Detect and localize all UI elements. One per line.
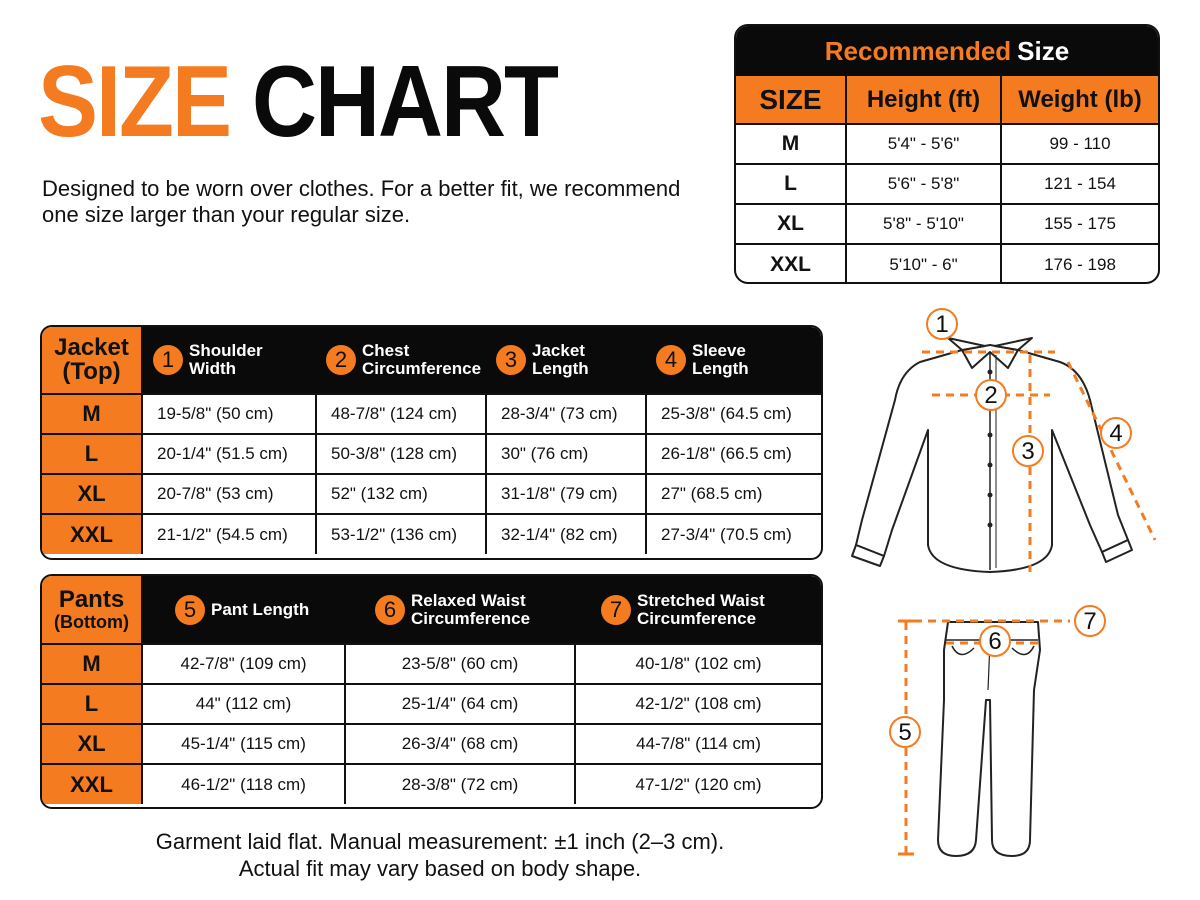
title-word-chart: CHART xyxy=(252,46,558,159)
recommended-title-rest: Size xyxy=(1017,35,1070,66)
title-word-size: SIZE xyxy=(38,46,231,159)
value-cell: 26-3/4" (68 cm) xyxy=(345,724,575,764)
column-label: Width xyxy=(189,359,237,378)
column-label: Length xyxy=(692,359,749,378)
size-cell: M xyxy=(736,124,846,164)
column-label: Pant Length xyxy=(211,599,310,619)
marker-4 xyxy=(1101,418,1131,448)
value-cell: 23-5/8" (60 cm) xyxy=(345,644,575,684)
column-header: Height (ft) xyxy=(846,76,1001,124)
size-cell: M xyxy=(42,394,142,434)
value-cell: 26-1/8" (66.5 cm) xyxy=(646,434,821,474)
number-badge: 1 xyxy=(153,345,183,375)
value-cell: 30" (76 cm) xyxy=(486,434,646,474)
size-cell: M xyxy=(42,644,142,684)
size-cell: XXL xyxy=(42,514,142,554)
value-cell: 19-5/8" (50 cm) xyxy=(142,394,316,434)
weight-cell: 121 - 154 xyxy=(1001,164,1158,204)
value-cell: 44" (112 cm) xyxy=(142,684,345,724)
value-cell: 20-7/8" (53 cm) xyxy=(142,474,316,514)
weight-cell: 99 - 110 xyxy=(1001,124,1158,164)
value-cell: 42-7/8" (109 cm) xyxy=(142,644,345,684)
corner-line2: (Bottom) xyxy=(54,611,129,632)
marker-3 xyxy=(1013,436,1043,466)
marker-label: 5 xyxy=(898,719,912,746)
corner-line1: Pants xyxy=(58,585,125,613)
marker-label: 4 xyxy=(1109,420,1123,447)
column-label: Circumference xyxy=(637,608,757,628)
value-cell: 52" (132 cm) xyxy=(316,474,486,514)
height-cell: 5'10" - 6" xyxy=(846,244,1001,284)
size-cell: XXL xyxy=(736,244,846,284)
value-cell: 20-1/4" (51.5 cm) xyxy=(142,434,316,474)
value-cell: 32-1/4" (82 cm) xyxy=(486,514,646,554)
number-badge: 4 xyxy=(656,345,686,375)
column-label: Stretched Waist xyxy=(637,590,765,610)
marker-label: 7 xyxy=(1083,608,1097,635)
column-label: Sleeve xyxy=(692,341,746,360)
marker-label: 2 xyxy=(984,382,998,409)
value-cell: 45-1/4" (115 cm) xyxy=(142,724,345,764)
marker-7 xyxy=(1075,606,1105,636)
number-badge: 3 xyxy=(496,345,526,375)
size-cell: XL xyxy=(42,474,142,514)
value-cell: 48-7/8" (124 cm) xyxy=(316,394,486,434)
shirt-illustration xyxy=(852,309,1155,572)
value-cell: 42-1/2" (108 cm) xyxy=(575,684,821,724)
size-cell: L xyxy=(42,684,142,724)
column-header: SIZE xyxy=(736,76,846,124)
size-cell: L xyxy=(42,434,142,474)
column-label: Jacket xyxy=(532,341,585,360)
number-badge: 5 xyxy=(175,595,205,625)
column-label: Chest xyxy=(362,341,410,360)
marker-1 xyxy=(927,309,957,339)
weight-cell: 176 - 198 xyxy=(1044,254,1116,274)
number-badge: 2 xyxy=(326,345,356,375)
column-label: Length xyxy=(532,359,589,378)
marker-6 xyxy=(980,626,1010,656)
marker-label: 3 xyxy=(1021,438,1035,465)
value-cell: 31-1/8" (79 cm) xyxy=(486,474,646,514)
marker-label: 6 xyxy=(988,628,1002,655)
value-cell: 25-3/8" (64.5 cm) xyxy=(646,394,821,434)
size-cell: XL xyxy=(42,724,142,764)
value-cell: 27" (68.5 cm) xyxy=(646,474,821,514)
number-badge: 6 xyxy=(375,595,405,625)
height-cell: 5'6" - 5'8" xyxy=(846,164,1001,204)
marker-5 xyxy=(890,717,920,747)
subtitle: Designed to be worn over clothes. For a better fit, we recommend one size larger than your regular size. xyxy=(42,176,681,227)
column-label: Shoulder xyxy=(189,341,263,360)
value-cell: 44-7/8" (114 cm) xyxy=(575,724,821,764)
height-cell: 5'8" - 5'10" xyxy=(846,204,1001,244)
value-cell: 50-3/8" (128 cm) xyxy=(316,434,486,474)
value-cell: 53-1/2" (136 cm) xyxy=(316,514,486,554)
note-line1: Garment laid flat. Manual measurement: ±1 inch (2–3 cm). xyxy=(155,829,725,854)
value-cell: 40-1/8" (102 cm) xyxy=(575,644,821,684)
value-cell: 25-1/4" (64 cm) xyxy=(345,684,575,724)
value-cell: 28-3/8" (72 cm) xyxy=(345,764,575,804)
value-cell: 47-1/2" (120 cm) xyxy=(575,764,821,804)
column-label: Circumference xyxy=(362,359,482,378)
size-cell: XXL xyxy=(42,764,142,804)
note-line2: Actual fit may vary based on body shape. xyxy=(238,856,642,881)
value-cell: 28-3/4" (73 cm) xyxy=(486,394,646,434)
number-badge: 7 xyxy=(601,595,631,625)
corner-line2: (Top) xyxy=(62,358,121,385)
marker-2 xyxy=(976,380,1006,410)
value-cell: 27-3/4" (70.5 cm) xyxy=(646,514,821,554)
corner-line1: Jacket xyxy=(54,334,129,361)
recommended-title-accent: Recommended xyxy=(824,35,1012,66)
value-cell: 46-1/2" (118 cm) xyxy=(142,764,345,804)
marker-label: 1 xyxy=(935,311,949,338)
column-label: Relaxed Waist xyxy=(411,590,526,610)
size-cell: XL xyxy=(736,204,846,244)
column-label: Circumference xyxy=(411,608,531,628)
weight-cell: 155 - 175 xyxy=(1001,204,1158,244)
pants-illustration xyxy=(890,606,1105,856)
height-cell: 5'4" - 5'6" xyxy=(846,124,1001,164)
value-cell: 21-1/2" (54.5 cm) xyxy=(142,514,316,554)
column-header: Weight (lb) xyxy=(1001,76,1158,124)
size-cell: L xyxy=(736,164,846,204)
